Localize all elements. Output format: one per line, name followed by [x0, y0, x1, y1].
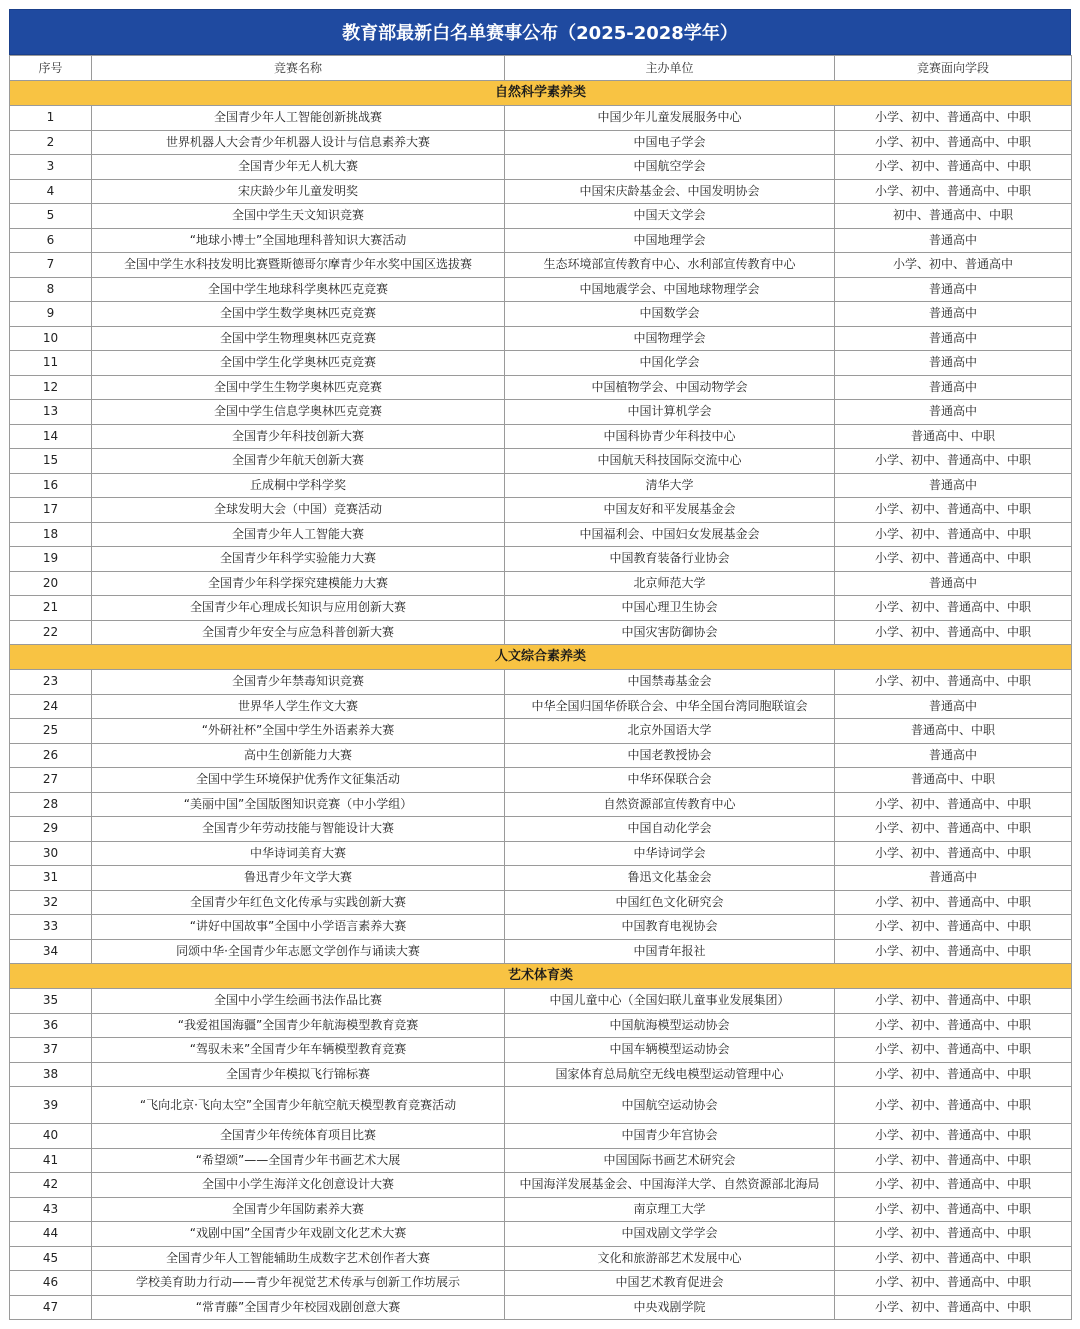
header-school-stage: 竞赛面向学段 — [835, 56, 1072, 81]
school-stage: 普通高中 — [835, 400, 1072, 425]
row-index: 16 — [10, 473, 92, 498]
row-index: 22 — [10, 620, 92, 645]
school-stage: 小学、初中、普通高中、中职 — [835, 449, 1072, 474]
school-stage: 小学、初中、普通高中、中职 — [835, 1295, 1072, 1320]
table-row — [10, 841, 1072, 866]
school-stage: 小学、初中、普通高中、中职 — [835, 179, 1072, 204]
organizer: 中华环保联合会 — [505, 768, 835, 793]
competition-name: “飞向北京·飞向太空”全国青少年航空航天模型教育竞赛活动 — [92, 1087, 505, 1124]
table-row — [10, 596, 1072, 621]
organizer: 自然资源部宣传教育中心 — [505, 792, 835, 817]
competition-name: 鲁迅青少年文学大赛 — [92, 866, 505, 891]
organizer: 中国物理学会 — [505, 326, 835, 351]
row-index: 35 — [10, 989, 92, 1014]
school-stage: 小学、初中、普通高中、中职 — [835, 1062, 1072, 1087]
school-stage: 小学、初中、普通高中、中职 — [835, 670, 1072, 695]
organizer: 生态环境部宣传教育中心、水利部宣传教育中心 — [505, 253, 835, 278]
school-stage: 普通高中、中职 — [835, 719, 1072, 744]
competition-name: 中华诗词美育大赛 — [92, 841, 505, 866]
table-row — [10, 1087, 1072, 1124]
competition-name: 全国青少年安全与应急科普创新大赛 — [92, 620, 505, 645]
row-index: 23 — [10, 670, 92, 695]
organizer: 国家体育总局航空无线电模型运动管理中心 — [505, 1062, 835, 1087]
row-index: 9 — [10, 302, 92, 327]
organizer: 中国车辆模型运动协会 — [505, 1038, 835, 1063]
organizer: 中国青少年宫协会 — [505, 1124, 835, 1149]
school-stage: 普通高中 — [835, 326, 1072, 351]
table-row — [10, 1062, 1072, 1087]
table-row — [10, 473, 1072, 498]
organizer: 中国航空运动协会 — [505, 1087, 835, 1124]
category-row — [10, 964, 1072, 989]
school-stage: 小学、初中、普通高中、中职 — [835, 1271, 1072, 1296]
row-index: 5 — [10, 204, 92, 229]
row-index: 2 — [10, 130, 92, 155]
row-index: 43 — [10, 1197, 92, 1222]
competition-name: 全国青少年禁毒知识竞赛 — [92, 670, 505, 695]
competition-name: “讲好中国故事”全国中小学语言素养大赛 — [92, 915, 505, 940]
organizer: 中国灾害防御协会 — [505, 620, 835, 645]
competition-name: 高中生创新能力大赛 — [92, 743, 505, 768]
school-stage: 小学、初中、普通高中、中职 — [835, 1087, 1072, 1124]
school-stage: 小学、初中、普通高中、中职 — [835, 1222, 1072, 1247]
table-row — [10, 989, 1072, 1014]
competition-name: 全国青少年红色文化传承与实践创新大赛 — [92, 890, 505, 915]
table-row — [10, 866, 1072, 891]
organizer: 中国地理学会 — [505, 228, 835, 253]
row-index: 29 — [10, 817, 92, 842]
table-row — [10, 890, 1072, 915]
organizer: 中国数学会 — [505, 302, 835, 327]
table-row — [10, 351, 1072, 376]
table-row — [10, 1013, 1072, 1038]
row-index: 3 — [10, 155, 92, 180]
competition-name: “外研社杯”全国中学生外语素养大赛 — [92, 719, 505, 744]
competition-name: 全国青少年科技创新大赛 — [92, 424, 505, 449]
organizer: 中国老教授协会 — [505, 743, 835, 768]
row-index: 40 — [10, 1124, 92, 1149]
table-row — [10, 939, 1072, 964]
row-index: 34 — [10, 939, 92, 964]
school-stage: 小学、初中、普通高中、中职 — [835, 498, 1072, 523]
organizer: 中国心理卫生协会 — [505, 596, 835, 621]
organizer: 文化和旅游部艺术发展中心 — [505, 1246, 835, 1271]
header-row — [10, 56, 1072, 81]
table-row — [10, 1222, 1072, 1247]
organizer: 北京外国语大学 — [505, 719, 835, 744]
table-row — [10, 375, 1072, 400]
organizer: 中国儿童中心（全国妇联儿童事业发展集团） — [505, 989, 835, 1014]
row-index: 37 — [10, 1038, 92, 1063]
row-index: 7 — [10, 253, 92, 278]
organizer: 中国青年报社 — [505, 939, 835, 964]
organizer: 中国艺术教育促进会 — [505, 1271, 835, 1296]
school-stage: 小学、初中、普通高中、中职 — [835, 155, 1072, 180]
competition-name: 全国青少年传统体育项目比赛 — [92, 1124, 505, 1149]
school-stage: 普通高中 — [835, 571, 1072, 596]
table-row — [10, 743, 1072, 768]
row-index: 42 — [10, 1173, 92, 1198]
category-label: 人文综合素养类 — [10, 645, 1072, 670]
row-index: 33 — [10, 915, 92, 940]
competition-name: 宋庆龄少年儿童发明奖 — [92, 179, 505, 204]
school-stage: 小学、初中、普通高中、中职 — [835, 939, 1072, 964]
school-stage: 小学、初中、普通高中、中职 — [835, 915, 1072, 940]
competition-name: 世界华人学生作文大赛 — [92, 694, 505, 719]
table-row — [10, 547, 1072, 572]
row-index: 19 — [10, 547, 92, 572]
school-stage: 小学、初中、普通高中、中职 — [835, 547, 1072, 572]
table-row — [10, 768, 1072, 793]
row-index: 24 — [10, 694, 92, 719]
organizer: 中国红色文化研究会 — [505, 890, 835, 915]
competition-name: 全国青少年人工智能大赛 — [92, 522, 505, 547]
competition-name: 全国青少年无人机大赛 — [92, 155, 505, 180]
organizer: 鲁迅文化基金会 — [505, 866, 835, 891]
school-stage: 普通高中 — [835, 351, 1072, 376]
competition-name: “驾驭未来”全国青少年车辆模型教育竞赛 — [92, 1038, 505, 1063]
organizer: 中国计算机学会 — [505, 400, 835, 425]
table-row — [10, 571, 1072, 596]
table-row — [10, 1173, 1072, 1198]
organizer: 中国福利会、中国妇女发展基金会 — [505, 522, 835, 547]
row-index: 46 — [10, 1271, 92, 1296]
competition-name: 全国中小学生绘画书法作品比赛 — [92, 989, 505, 1014]
row-index: 10 — [10, 326, 92, 351]
table-row — [10, 1271, 1072, 1296]
organizer: 中央戏剧学院 — [505, 1295, 835, 1320]
school-stage: 小学、初中、普通高中、中职 — [835, 989, 1072, 1014]
organizer: 中国海洋发展基金会、中国海洋大学、自然资源部北海局 — [505, 1173, 835, 1198]
competition-name: 全国中学生化学奥林匹克竞赛 — [92, 351, 505, 376]
header-organizer: 主办单位 — [505, 56, 835, 81]
school-stage: 普通高中 — [835, 375, 1072, 400]
school-stage: 初中、普通高中、中职 — [835, 204, 1072, 229]
organizer: 中国地震学会、中国地球物理学会 — [505, 277, 835, 302]
competition-name: “美丽中国”全国版图知识竞赛（中小学组） — [92, 792, 505, 817]
competition-name: 全国青少年模拟飞行锦标赛 — [92, 1062, 505, 1087]
row-index: 31 — [10, 866, 92, 891]
table-row — [10, 694, 1072, 719]
table-row — [10, 179, 1072, 204]
organizer: 中国友好和平发展基金会 — [505, 498, 835, 523]
table-row — [10, 1148, 1072, 1173]
competition-name: “常青藤”全国青少年校园戏剧创意大赛 — [92, 1295, 505, 1320]
competition-name: 全国中学生地球科学奥林匹克竞赛 — [92, 277, 505, 302]
competition-name: 全球发明大会（中国）竞赛活动 — [92, 498, 505, 523]
school-stage: 小学、初中、普通高中、中职 — [835, 130, 1072, 155]
category-label: 自然科学素养类 — [10, 81, 1072, 106]
row-index: 45 — [10, 1246, 92, 1271]
table-row — [10, 130, 1072, 155]
organizer: 中华全国归国华侨联合会、中华全国台湾同胞联谊会 — [505, 694, 835, 719]
school-stage: 小学、初中、普通高中、中职 — [835, 596, 1072, 621]
organizer: 中国戏剧文学学会 — [505, 1222, 835, 1247]
competition-name: 同颂中华·全国青少年志愿文学创作与诵读大赛 — [92, 939, 505, 964]
school-stage: 小学、初中、普通高中、中职 — [835, 106, 1072, 131]
row-index: 14 — [10, 424, 92, 449]
row-index: 17 — [10, 498, 92, 523]
organizer: 中国国际书画艺术研究会 — [505, 1148, 835, 1173]
competition-name: 全国青少年人工智能创新挑战赛 — [92, 106, 505, 131]
organizer: 清华大学 — [505, 473, 835, 498]
school-stage: 普通高中 — [835, 743, 1072, 768]
school-stage: 普通高中 — [835, 694, 1072, 719]
competition-name: 丘成桐中学科学奖 — [92, 473, 505, 498]
row-index: 25 — [10, 719, 92, 744]
row-index: 18 — [10, 522, 92, 547]
table-body — [10, 81, 1072, 1320]
competition-name: 全国青少年国防素养大赛 — [92, 1197, 505, 1222]
table-row — [10, 204, 1072, 229]
table-row — [10, 817, 1072, 842]
school-stage: 小学、初中、普通高中、中职 — [835, 1013, 1072, 1038]
organizer: 中国教育电视协会 — [505, 915, 835, 940]
table-row — [10, 1038, 1072, 1063]
table-row — [10, 719, 1072, 744]
row-index: 20 — [10, 571, 92, 596]
row-index: 41 — [10, 1148, 92, 1173]
organizer: 中国科协青少年科技中心 — [505, 424, 835, 449]
row-index: 8 — [10, 277, 92, 302]
school-stage: 普通高中 — [835, 473, 1072, 498]
organizer: 中国化学会 — [505, 351, 835, 376]
header-index: 序号 — [10, 56, 92, 81]
competition-name: 世界机器人大会青少年机器人设计与信息素养大赛 — [92, 130, 505, 155]
sheet-title: 教育部最新白名单赛事公布（2025-2028学年） — [9, 9, 1071, 55]
competition-name: 全国中小学生海洋文化创意设计大赛 — [92, 1173, 505, 1198]
organizer: 中国航海模型运动协会 — [505, 1013, 835, 1038]
competition-name: 全国青少年心理成长知识与应用创新大赛 — [92, 596, 505, 621]
competition-name: 学校美育助力行动——青少年视觉艺术传承与创新工作坊展示 — [92, 1271, 505, 1296]
table-row — [10, 670, 1072, 695]
organizer: 中华诗词学会 — [505, 841, 835, 866]
competition-name: 全国青少年科学探究建模能力大赛 — [92, 571, 505, 596]
school-stage: 普通高中 — [835, 866, 1072, 891]
header-competition-name: 竞赛名称 — [92, 56, 505, 81]
row-index: 32 — [10, 890, 92, 915]
organizer: 中国少年儿童发展服务中心 — [505, 106, 835, 131]
organizer: 中国航空学会 — [505, 155, 835, 180]
competition-name: 全国中学生环境保护优秀作文征集活动 — [92, 768, 505, 793]
school-stage: 小学、初中、普通高中、中职 — [835, 792, 1072, 817]
school-stage: 小学、初中、普通高中、中职 — [835, 890, 1072, 915]
competition-name: “戏剧中国”全国青少年戏剧文化艺术大赛 — [92, 1222, 505, 1247]
row-index: 36 — [10, 1013, 92, 1038]
table-row — [10, 424, 1072, 449]
row-index: 28 — [10, 792, 92, 817]
organizer: 中国禁毒基金会 — [505, 670, 835, 695]
competition-name: 全国中学生水科技发明比赛暨斯德哥尔摩青少年水奖中国区选拔赛 — [92, 253, 505, 278]
school-stage: 普通高中 — [835, 302, 1072, 327]
row-index: 44 — [10, 1222, 92, 1247]
competition-name: “我爱祖国海疆”全国青少年航海模型教育竞赛 — [92, 1013, 505, 1038]
category-row — [10, 81, 1072, 106]
table-row — [10, 326, 1072, 351]
competition-name: 全国青少年人工智能辅助生成数字艺术创作者大赛 — [92, 1246, 505, 1271]
row-index: 6 — [10, 228, 92, 253]
school-stage: 小学、初中、普通高中、中职 — [835, 522, 1072, 547]
competition-name: 全国中学生信息学奥林匹克竞赛 — [92, 400, 505, 425]
row-index: 12 — [10, 375, 92, 400]
school-stage: 小学、初中、普通高中、中职 — [835, 1197, 1072, 1222]
table-row — [10, 1124, 1072, 1149]
whitelist-sheet — [9, 9, 1071, 1320]
row-index: 38 — [10, 1062, 92, 1087]
competition-name: 全国中学生生物学奥林匹克竞赛 — [92, 375, 505, 400]
competition-name: 全国中学生数学奥林匹克竞赛 — [92, 302, 505, 327]
row-index: 39 — [10, 1087, 92, 1124]
table-row — [10, 155, 1072, 180]
table-row — [10, 228, 1072, 253]
row-index: 30 — [10, 841, 92, 866]
table-row — [10, 1246, 1072, 1271]
organizer: 中国教育装备行业协会 — [505, 547, 835, 572]
competition-name: “希望颂”——全国青少年书画艺术大展 — [92, 1148, 505, 1173]
category-row — [10, 645, 1072, 670]
row-index: 13 — [10, 400, 92, 425]
organizer: 中国电子学会 — [505, 130, 835, 155]
organizer: 南京理工大学 — [505, 1197, 835, 1222]
competition-name: 全国青少年科学实验能力大赛 — [92, 547, 505, 572]
table-row — [10, 498, 1072, 523]
school-stage: 小学、初中、普通高中、中职 — [835, 1124, 1072, 1149]
row-index: 11 — [10, 351, 92, 376]
school-stage: 普通高中、中职 — [835, 768, 1072, 793]
table-row — [10, 1197, 1072, 1222]
row-index: 4 — [10, 179, 92, 204]
organizer: 北京师范大学 — [505, 571, 835, 596]
school-stage: 普通高中 — [835, 228, 1072, 253]
competition-name: 全国中学生天文知识竞赛 — [92, 204, 505, 229]
school-stage: 小学、初中、普通高中、中职 — [835, 620, 1072, 645]
table-row — [10, 106, 1072, 131]
school-stage: 小学、初中、普通高中、中职 — [835, 1173, 1072, 1198]
row-index: 21 — [10, 596, 92, 621]
table-row — [10, 522, 1072, 547]
table-row — [10, 277, 1072, 302]
organizer: 中国宋庆龄基金会、中国发明协会 — [505, 179, 835, 204]
organizer: 中国天文学会 — [505, 204, 835, 229]
row-index: 27 — [10, 768, 92, 793]
school-stage: 小学、初中、普通高中、中职 — [835, 1038, 1072, 1063]
table-row — [10, 620, 1072, 645]
school-stage: 小学、初中、普通高中 — [835, 253, 1072, 278]
row-index: 15 — [10, 449, 92, 474]
organizer: 中国航天科技国际交流中心 — [505, 449, 835, 474]
competition-name: 全国青少年劳动技能与智能设计大赛 — [92, 817, 505, 842]
row-index: 47 — [10, 1295, 92, 1320]
organizer: 中国自动化学会 — [505, 817, 835, 842]
table-row — [10, 400, 1072, 425]
school-stage: 小学、初中、普通高中、中职 — [835, 1246, 1072, 1271]
table-row — [10, 915, 1072, 940]
table-row — [10, 449, 1072, 474]
competition-table — [9, 55, 1072, 1320]
competition-name: 全国青少年航天创新大赛 — [92, 449, 505, 474]
category-label: 艺术体育类 — [10, 964, 1072, 989]
table-row — [10, 1295, 1072, 1320]
school-stage: 普通高中 — [835, 277, 1072, 302]
table-row — [10, 792, 1072, 817]
school-stage: 小学、初中、普通高中、中职 — [835, 1148, 1072, 1173]
row-index: 26 — [10, 743, 92, 768]
competition-name: “地球小博士”全国地理科普知识大赛活动 — [92, 228, 505, 253]
organizer: 中国植物学会、中国动物学会 — [505, 375, 835, 400]
table-row — [10, 253, 1072, 278]
row-index: 1 — [10, 106, 92, 131]
school-stage: 小学、初中、普通高中、中职 — [835, 841, 1072, 866]
school-stage: 小学、初中、普通高中、中职 — [835, 817, 1072, 842]
table-row — [10, 302, 1072, 327]
school-stage: 普通高中、中职 — [835, 424, 1072, 449]
competition-name: 全国中学生物理奥林匹克竞赛 — [92, 326, 505, 351]
